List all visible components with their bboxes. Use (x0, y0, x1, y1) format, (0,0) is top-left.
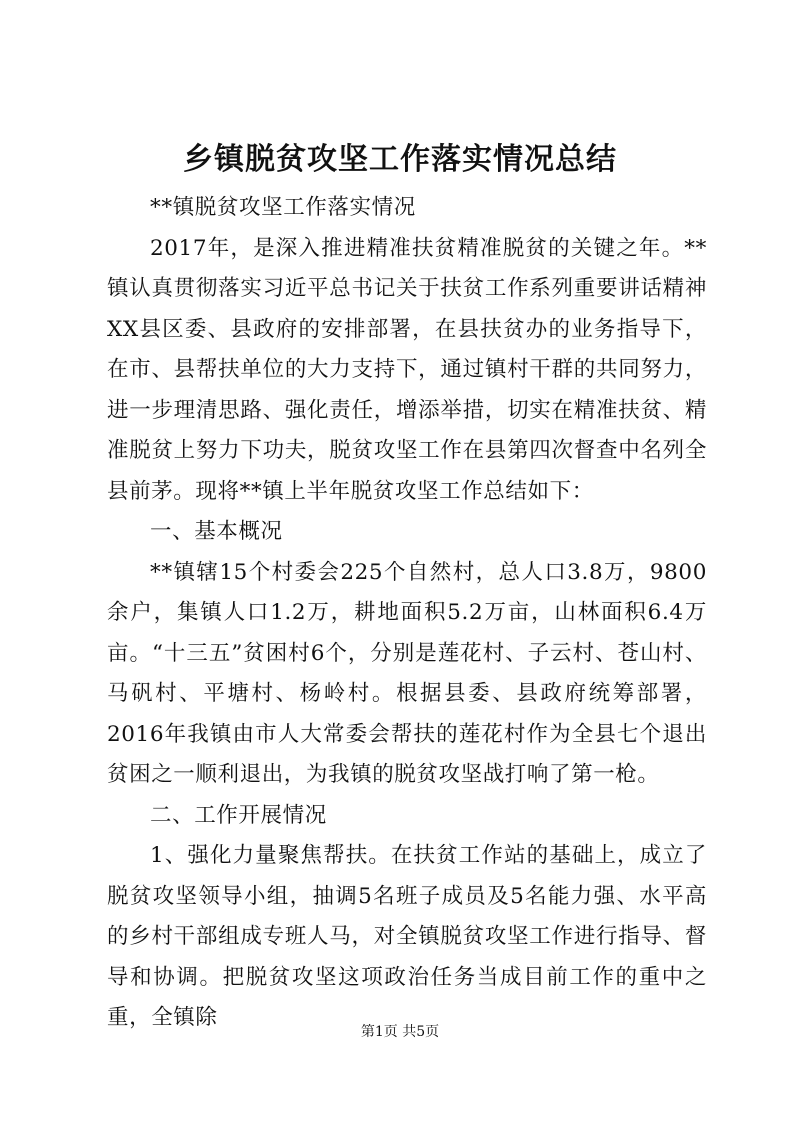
subtitle-paragraph: **镇脱贫攻坚工作落实情况 (150, 195, 416, 220)
page-number-footer: 第1页 共5页 (360, 1024, 440, 1040)
overview-paragraph: **镇辖15个村委会225个自然村，总人口3.8万，9800余户，集镇人口1.2万，耕地面积5.2万亩，山林面积6.4万亩。“十三五”贫困村6个，分别是莲花村、子云村、苍山村、马矾村、平塘村、杨岭村。根据县委、县政府统筹部署，2016年我镇由市人大常委会帮扶的莲花村作为全县七个退出贫困之一顺利退出，为我镇的脱贫攻坚战打响了第一枪。 (107, 559, 707, 787)
intro-paragraph: 2017年，是深入推进精准扶贫精准脱贫的关键之年。**镇认真贯彻落实习近平总书记关于扶贫工作系列重要讲话精神XX县区委、县政府的安排部署，在县扶贫办的业务指导下，在市、县帮扶单位的大力支持下，通过镇村干群的共同努力，进一步理清思路、强化责任，增添举措，切实在精准扶贫、精准脱贫上努力下功夫，脱贫攻坚工作在县第四次督查中名列全县前茅。现将**镇上半年脱贫攻坚工作总结如下： (107, 235, 707, 504)
document-body (107, 188, 707, 1039)
work-paragraph-1: 1、强化力量聚焦帮扶。在扶贫工作站的基础上，成立了脱贫攻坚领导小组，抽调5名班子成员及5名能力强、水平高的乡村干部组成专班人马，对全镇脱贫攻坚工作进行指导、督导和协调。把脱贫攻坚这项政治任务当成目前工作的重中之重，全镇除 (107, 843, 707, 1030)
section-heading-work: 二、工作开展情况 (150, 802, 327, 828)
document-title: 乡镇脱贫攻坚工作落实情况总结 (183, 142, 617, 177)
section-heading-overview: 一、基本概况 (150, 519, 283, 544)
